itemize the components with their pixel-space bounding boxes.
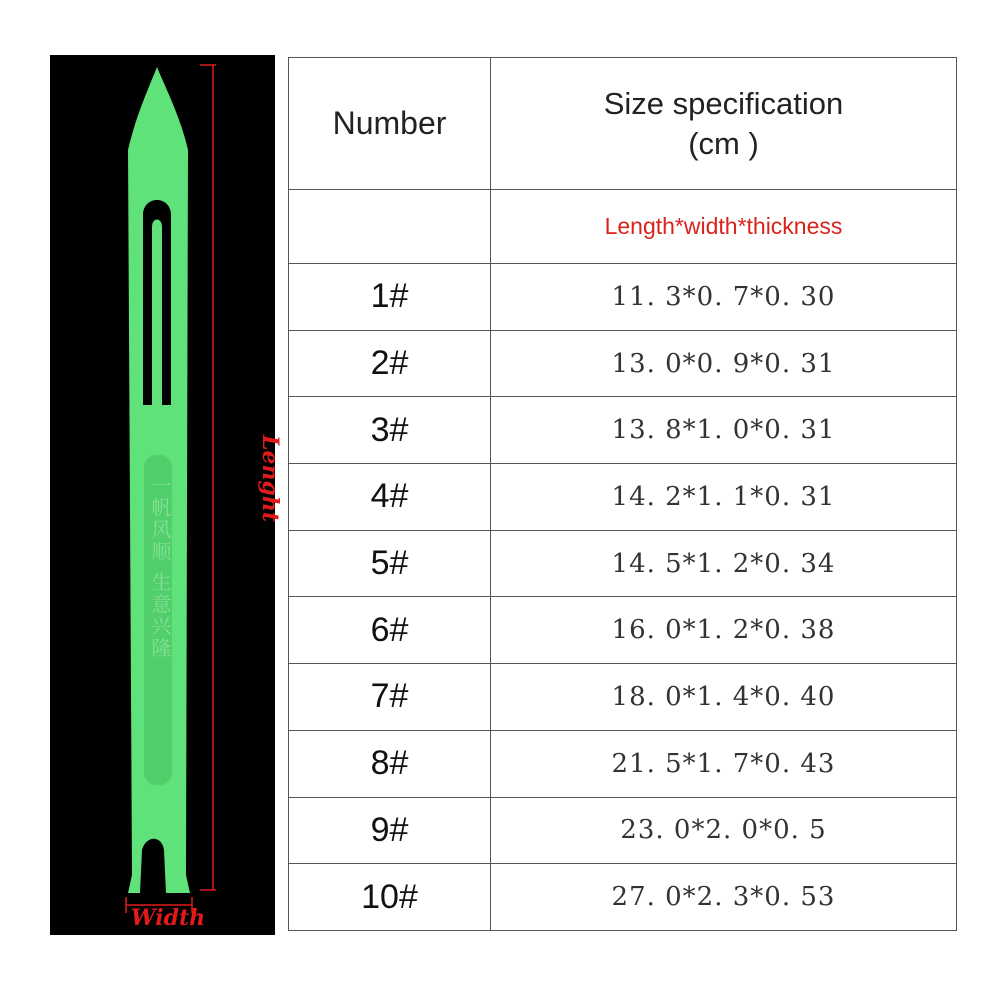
row-number: 5# <box>289 530 491 597</box>
table-row <box>289 464 957 531</box>
row-size: 13. 8*1. 0*0. 31 <box>491 397 957 464</box>
row-number: 3# <box>289 397 491 464</box>
row-number: 2# <box>289 330 491 397</box>
table-row <box>289 864 957 931</box>
row-size: 13. 0*0. 9*0. 31 <box>491 330 957 397</box>
row-size: 11. 3*0. 7*0. 30 <box>491 264 957 331</box>
table-row <box>289 597 957 664</box>
row-size: 21. 5*1. 7*0. 43 <box>491 730 957 797</box>
row-size: 18. 0*1. 4*0. 40 <box>491 664 957 731</box>
row-number: 1# <box>289 264 491 331</box>
table-header-row <box>289 58 957 190</box>
table-row <box>289 397 957 464</box>
length-label: Lenght <box>257 435 283 523</box>
table-row <box>289 264 957 331</box>
header-size-line1: Size specification <box>603 85 844 121</box>
table-body <box>289 264 957 931</box>
row-number: 4# <box>289 464 491 531</box>
subheader-empty-cell <box>289 190 491 264</box>
header-number: Number <box>289 58 491 190</box>
table-row <box>289 797 957 864</box>
row-number: 7# <box>289 664 491 731</box>
header-size-spec <box>491 58 957 190</box>
row-size: 16. 0*1. 2*0. 38 <box>491 597 957 664</box>
table-row <box>289 730 957 797</box>
product-image-panel <box>50 55 283 935</box>
table-subheader-row <box>289 190 957 264</box>
size-spec-table <box>288 57 957 931</box>
table-row <box>289 530 957 597</box>
table-row <box>289 330 957 397</box>
needle-embossed-text: 一帆风顺 生意兴隆 <box>148 475 172 660</box>
row-number: 9# <box>289 797 491 864</box>
row-size: 23. 0*2. 0*0. 5 <box>491 797 957 864</box>
table-row <box>289 664 957 731</box>
subheader-dimensions: Length*width*thickness <box>491 190 957 264</box>
width-label: Width <box>130 905 206 931</box>
row-number: 10# <box>289 864 491 931</box>
row-size: 14. 2*1. 1*0. 31 <box>491 464 957 531</box>
row-size: 14. 5*1. 2*0. 34 <box>491 530 957 597</box>
row-number: 6# <box>289 597 491 664</box>
header-size-line2: (cm ) <box>688 125 759 161</box>
row-number: 8# <box>289 730 491 797</box>
row-size: 27. 0*2. 3*0. 53 <box>491 864 957 931</box>
